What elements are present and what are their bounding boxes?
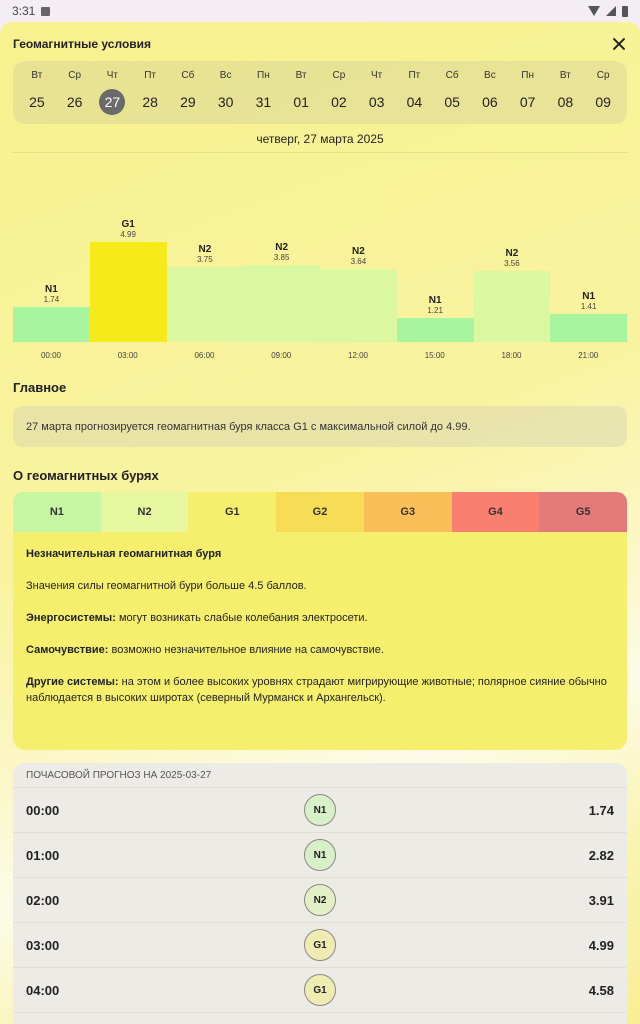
level-badge: G1 bbox=[304, 929, 336, 961]
day-06[interactable] bbox=[472, 70, 508, 115]
x-tick-label: 00:00 bbox=[40, 351, 62, 360]
summary-box bbox=[13, 406, 627, 447]
day-08[interactable] bbox=[547, 70, 583, 115]
day-number: 26 bbox=[66, 94, 83, 110]
bar-level-label: N2 bbox=[198, 244, 212, 255]
chart-bar-group bbox=[243, 242, 320, 342]
hourly-value: 4.99 bbox=[588, 937, 614, 953]
day-of-week: Ср bbox=[68, 70, 82, 81]
hourly-value: 1.74 bbox=[588, 802, 614, 818]
bar-level-label: N2 bbox=[275, 242, 289, 253]
day-number: 29 bbox=[180, 94, 196, 110]
hourly-value: 4.58 bbox=[588, 982, 614, 998]
bar-level-label: N2 bbox=[505, 247, 519, 259]
hourly-time: 00:00 bbox=[26, 802, 60, 818]
wifi-icon bbox=[588, 6, 600, 16]
day-of-week: Пн bbox=[257, 70, 270, 81]
chart-bar-group bbox=[320, 246, 397, 342]
day-31[interactable] bbox=[245, 70, 281, 115]
day-09[interactable] bbox=[585, 70, 621, 115]
day-of-week: Чт bbox=[106, 70, 118, 81]
day-07[interactable] bbox=[510, 70, 546, 115]
health-label: Самочувствие: bbox=[26, 644, 109, 656]
chart-bar-group bbox=[167, 244, 244, 342]
date-strip bbox=[13, 61, 627, 124]
bar-value-label: 1.21 bbox=[427, 305, 443, 315]
day-05[interactable] bbox=[434, 70, 470, 115]
chart-bar bbox=[550, 314, 627, 342]
bar-level-label: N2 bbox=[351, 246, 365, 258]
day-of-week: Вт bbox=[295, 70, 307, 81]
bar-level-label: N1 bbox=[428, 294, 442, 306]
close-icon[interactable] bbox=[610, 35, 628, 53]
storm-info-health bbox=[26, 642, 614, 658]
chart-bar bbox=[397, 318, 474, 342]
x-tick-label: 18:00 bbox=[501, 351, 522, 360]
sheet-header bbox=[13, 34, 628, 54]
chart-bar bbox=[167, 267, 244, 342]
hourly-time: 03:00 bbox=[26, 937, 60, 953]
day-04[interactable] bbox=[396, 70, 432, 115]
main-section-title: Главное bbox=[13, 380, 67, 395]
hourly-forecast[interactable] bbox=[13, 763, 627, 1024]
storm-info-box bbox=[13, 532, 627, 750]
day-of-week: Ср bbox=[332, 70, 346, 81]
hourly-row bbox=[13, 788, 627, 833]
storms-section-title: О геомагнитных бурях bbox=[13, 468, 159, 483]
day-02[interactable] bbox=[321, 70, 357, 115]
signal-icon bbox=[606, 6, 616, 16]
chart-bar-group bbox=[13, 284, 90, 342]
other-label: Другие системы: bbox=[26, 676, 119, 688]
x-tick-label: 21:00 bbox=[578, 351, 599, 360]
bar-value-label: 3.75 bbox=[197, 255, 213, 264]
bar-level-label: G1 bbox=[121, 219, 135, 231]
day-of-week: Пт bbox=[408, 70, 421, 81]
bar-value-label: 3.85 bbox=[273, 253, 290, 262]
sheet-title: Геомагнитные условия bbox=[13, 37, 152, 51]
chart-bar bbox=[474, 271, 551, 342]
bar-value-label: 1.41 bbox=[580, 301, 597, 311]
scale-tab-g4[interactable]: G4 bbox=[452, 492, 540, 532]
day-number: 03 bbox=[368, 94, 385, 110]
bar-level-label: N1 bbox=[582, 290, 596, 302]
hourly-value: 2.82 bbox=[588, 847, 614, 863]
day-of-week: Чт bbox=[371, 70, 383, 81]
day-number: 04 bbox=[406, 94, 423, 110]
hourly-row bbox=[13, 833, 627, 878]
bar-value-label: 1.74 bbox=[43, 295, 60, 305]
selected-date: четверг, 27 марта 2025 bbox=[256, 132, 384, 146]
day-number: 09 bbox=[595, 94, 611, 110]
hourly-row bbox=[13, 923, 627, 968]
bar-level-label: N1 bbox=[44, 284, 58, 296]
day-number: 05 bbox=[444, 94, 460, 110]
hourly-time: 01:00 bbox=[26, 847, 60, 863]
scale-tab-g5[interactable]: G5 bbox=[539, 492, 627, 532]
hourly-row bbox=[13, 878, 627, 923]
day-number: 06 bbox=[482, 94, 498, 110]
x-tick-label: 15:00 bbox=[424, 351, 445, 360]
day-01[interactable] bbox=[283, 70, 319, 115]
storm-info-power bbox=[26, 610, 614, 626]
hourly-row bbox=[13, 968, 627, 1013]
day-03[interactable] bbox=[359, 70, 395, 115]
level-badge: N1 bbox=[304, 839, 336, 871]
chart-bar bbox=[320, 269, 397, 342]
chart-bar bbox=[90, 242, 167, 342]
x-tick-label: 06:00 bbox=[194, 351, 215, 360]
chart-bar-group bbox=[397, 295, 474, 342]
day-27[interactable] bbox=[94, 70, 130, 115]
power-label: Энергосистемы: bbox=[26, 612, 116, 624]
day-number: 28 bbox=[142, 94, 158, 110]
other-text: на этом и более высоких уровнях страдают мигрирующие животные; полярное сияние обычно наблюдается в высоких широтах (северный Мурманск и Архангельск). bbox=[26, 676, 607, 704]
level-badge: N1 bbox=[304, 794, 336, 826]
hourly-forecast-title: ПОЧАСОВОЙ ПРОГНОЗ НА 2025-03-27 bbox=[13, 763, 627, 788]
day-number: 30 bbox=[217, 94, 234, 110]
x-tick-label: 12:00 bbox=[347, 351, 369, 360]
summary-text: 27 марта прогнозируется геомагнитная буря класса G1 с максимальной силой до 4.99. bbox=[26, 420, 471, 433]
day-of-week: Вт bbox=[31, 70, 43, 81]
day-number: 25 bbox=[29, 94, 45, 110]
scale-tab-n2[interactable]: N2 bbox=[101, 492, 189, 532]
chart-bar-group bbox=[474, 248, 551, 342]
day-29[interactable] bbox=[170, 70, 206, 115]
battery-icon bbox=[622, 6, 628, 17]
bar-value-label: 3.56 bbox=[504, 258, 520, 268]
health-text: возможно незначительное влияние на самочувствие. bbox=[111, 644, 384, 656]
storm-info-other bbox=[26, 674, 614, 706]
day-of-week: Пн bbox=[521, 70, 534, 81]
day-30[interactable] bbox=[208, 70, 244, 115]
day-of-week: Сб bbox=[445, 70, 459, 81]
divider bbox=[13, 152, 627, 153]
bar-value-label: 4.99 bbox=[120, 230, 136, 240]
day-of-week: Ср bbox=[596, 70, 610, 81]
day-number: 31 bbox=[255, 94, 272, 110]
storm-scale-tabs bbox=[13, 492, 627, 532]
day-of-week: Пт bbox=[144, 70, 157, 81]
day-number: 02 bbox=[331, 94, 347, 110]
day-28[interactable] bbox=[132, 70, 168, 115]
day-number: 08 bbox=[557, 94, 574, 110]
x-tick-label: 03:00 bbox=[117, 351, 138, 360]
scale-tab-g1[interactable]: G1 bbox=[188, 492, 276, 532]
day-number: 07 bbox=[519, 94, 536, 110]
storm-info-description: Значения силы геомагнитной бури больше 4.5 баллов. bbox=[26, 580, 307, 592]
chart-bar-group bbox=[550, 291, 627, 342]
chart-bar bbox=[13, 307, 90, 342]
hourly-value: 3.91 bbox=[588, 892, 614, 908]
chart-bar bbox=[243, 265, 320, 342]
storm-info-heading: Незначительная геомагнитная буря bbox=[26, 548, 222, 560]
power-text: могут возникать слабые колебания электросети. bbox=[118, 612, 368, 624]
hourly-time: 04:00 bbox=[26, 982, 60, 998]
day-number: 27 bbox=[99, 89, 125, 115]
scale-tab-n1[interactable]: N1 bbox=[13, 492, 101, 532]
day-number: 01 bbox=[293, 94, 309, 110]
day-of-week: Вс bbox=[219, 70, 232, 81]
day-of-week: Вт bbox=[559, 70, 571, 81]
day-26[interactable] bbox=[57, 70, 93, 115]
x-tick-label: 09:00 bbox=[271, 351, 292, 360]
notification-icon bbox=[41, 7, 50, 16]
level-badge: G1 bbox=[304, 974, 336, 1006]
hourly-time: 02:00 bbox=[26, 892, 60, 908]
level-badge: N2 bbox=[304, 884, 336, 916]
bottom-sheet bbox=[0, 22, 640, 1024]
scale-tab-g3[interactable]: G3 bbox=[364, 492, 452, 532]
scale-tab-g2[interactable]: G2 bbox=[276, 492, 364, 532]
chart-bar-group bbox=[90, 219, 167, 342]
day-25[interactable] bbox=[19, 70, 55, 115]
status-time: 3:31 bbox=[12, 4, 36, 18]
day-of-week: Вс bbox=[484, 70, 496, 81]
bar-value-label: 3.64 bbox=[350, 257, 367, 267]
status-bar bbox=[0, 0, 640, 22]
day-of-week: Сб bbox=[181, 70, 195, 81]
geomagnetic-bar-chart bbox=[13, 212, 627, 362]
